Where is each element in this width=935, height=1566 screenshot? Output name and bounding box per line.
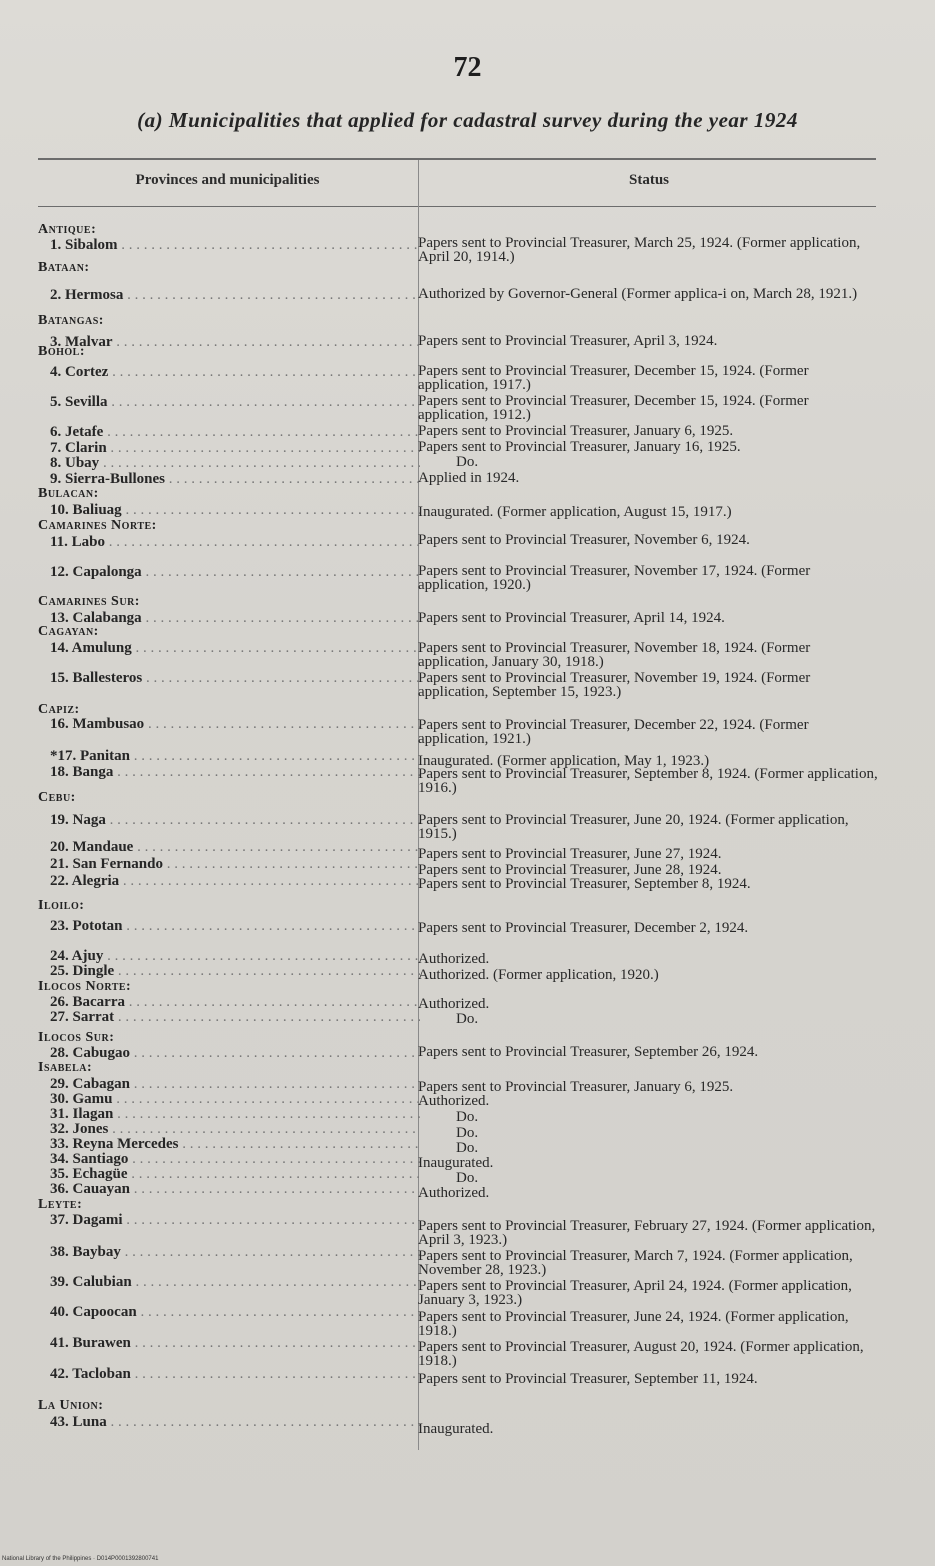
- status-text: Do.: [456, 454, 479, 470]
- municipality-name: 22. Alegria . . .: [50, 873, 420, 890]
- municipality-name: 34. Santiago . . .: [50, 1151, 420, 1168]
- province-name: Cebu:: [38, 790, 76, 805]
- status-text: Authorized.: [418, 951, 490, 967]
- municipality-name: 14. Amulung . . .: [50, 640, 420, 657]
- municipality-name: 27. Sarrat . . .: [50, 1009, 420, 1026]
- province-name: Iloilo:: [38, 898, 85, 913]
- municipality-name: 25. Dingle . . .: [50, 963, 420, 980]
- municipality-name: 43. Luna . . .: [50, 1414, 420, 1431]
- status-text: Papers sent to Provincial Treasurer, December 15, 1924. (Former application, 1912.): [418, 393, 809, 423]
- municipality-name: 42. Tacloban . . .: [50, 1366, 420, 1383]
- status-text: Authorized. (Former application, 1920.): [418, 967, 659, 983]
- status-text: Papers sent to Provincial Treasurer, September 8, 1924. (Former application, 1916.): [418, 766, 878, 796]
- table-top-rule: [38, 158, 876, 160]
- municipality-name: 30. Gamu . . .: [50, 1091, 420, 1108]
- province-name: Ilocos Sur:: [38, 1030, 115, 1045]
- municipality-name: 8. Ubay . . .: [50, 455, 420, 472]
- status-text: Authorized.: [418, 1185, 490, 1201]
- municipality-name: 18. Banga . . .: [50, 764, 420, 781]
- status-text: Papers sent to Provincial Treasurer, June 27, 1924.: [418, 846, 722, 862]
- status-text: Papers sent to Provincial Treasurer, September 26, 1924.: [418, 1044, 759, 1060]
- status-text: Do.: [456, 1140, 479, 1156]
- municipality-name: 23. Pototan . . .: [50, 918, 420, 935]
- province-name: Bulacan:: [38, 486, 99, 501]
- municipality-name: 40. Capoocan . . .: [50, 1304, 420, 1321]
- municipality-name: 10. Baliuag . . .: [50, 502, 420, 519]
- status-text: Papers sent to Provincial Treasurer, November 17, 1924. (Former application, 1920.): [418, 563, 811, 593]
- status-text: Papers sent to Provincial Treasurer, January 6, 1925.: [418, 1079, 734, 1095]
- status-text: Inaugurated.: [418, 1155, 494, 1171]
- municipality-name: 5. Sevilla . . .: [50, 394, 420, 411]
- status-text: Papers sent to Provincial Treasurer, February 27, 1924. (Former application, April 3, 1923.): [418, 1218, 876, 1248]
- status-text: Inaugurated.: [418, 1421, 494, 1437]
- page-title: (a) Municipalities that applied for cadastral survey during the year 1924: [137, 108, 798, 132]
- column-header-status: Status: [628, 172, 669, 188]
- status-text: Papers sent to Provincial Treasurer, December 2, 1924.: [418, 920, 749, 936]
- municipality-name: 37. Dagami . . .: [50, 1212, 420, 1229]
- status-text: Authorized by Governor-General (Former applica-i on, March 28, 1921.): [418, 286, 858, 302]
- header-bottom-rule: [38, 206, 876, 207]
- municipality-name: 26. Bacarra . . .: [50, 994, 420, 1011]
- archive-footer: National Library of the Philippines · D014P0001392800741: [2, 1556, 159, 1562]
- status-text: Papers sent to Provincial Treasurer, January 16, 1925.: [418, 439, 741, 455]
- municipality-name: 2. Hermosa . . .: [50, 287, 420, 304]
- municipality-name: 29. Cabagan . . .: [50, 1076, 420, 1093]
- municipality-name: 13. Calabanga . . .: [50, 610, 420, 627]
- municipality-name: 7. Clarin . . .: [50, 440, 420, 457]
- municipality-name: 38. Baybay . . .: [50, 1244, 420, 1261]
- status-text: Papers sent to Provincial Treasurer, November 18, 1924. (Former application, January 30, 1918.): [418, 640, 811, 670]
- status-text: Papers sent to Provincial Treasurer, June 28, 1924.: [418, 862, 722, 878]
- status-text: Papers sent to Provincial Treasurer, June 24, 1924. (Former application, 1918.): [418, 1309, 849, 1339]
- status-text: Applied in 1924.: [418, 470, 520, 486]
- status-text: Papers sent to Provincial Treasurer, December 22, 1924. (Former application, 1921.): [418, 717, 809, 747]
- municipality-name: 16. Mambusao . . .: [50, 716, 420, 733]
- province-name: Antique:: [38, 222, 97, 237]
- province-name: Batangas:: [38, 313, 104, 328]
- status-text: Papers sent to Provincial Treasurer, June 20, 1924. (Former application, 1915.): [418, 812, 849, 842]
- municipality-name: 11. Labo . . .: [50, 534, 420, 551]
- municipality-name: 3. Malvar . . .: [50, 334, 420, 351]
- municipality-name: 15. Ballesteros . . .: [50, 670, 420, 687]
- province-name: Camarines Norte:: [38, 518, 157, 533]
- municipality-name: 31. Ilagan . . .: [50, 1106, 420, 1123]
- status-text: Papers sent to Provincial Treasurer, September 8, 1924.: [418, 876, 751, 892]
- status-text: Papers sent to Provincial Treasurer, March 25, 1924. (Former application, April 20, 1914.): [418, 235, 861, 265]
- province-name: La Union:: [38, 1398, 104, 1413]
- status-text: Papers sent to Provincial Treasurer, January 6, 1925.: [418, 423, 734, 439]
- municipality-name: 32. Jones . . .: [50, 1121, 420, 1138]
- status-text: Do.: [456, 1109, 479, 1125]
- status-text: Papers sent to Provincial Treasurer, November 19, 1924. (Former application, September 15, 1923.): [418, 670, 811, 700]
- municipality-name: 36. Cauayan . . .: [50, 1181, 420, 1198]
- status-text: Do.: [456, 1011, 479, 1027]
- municipality-name: *17. Panitan . . .: [50, 748, 420, 765]
- province-name: Bataan:: [38, 260, 90, 275]
- province-name: Camarines Sur:: [38, 594, 140, 609]
- municipality-name: 35. Echagüe . . .: [50, 1166, 420, 1183]
- municipality-name: 39. Calubian . . .: [50, 1274, 420, 1291]
- province-name: Cagayan:: [38, 624, 99, 639]
- municipality-name: 21. San Fernando . . .: [50, 856, 420, 873]
- page-number: 72: [453, 52, 482, 83]
- status-text: Inaugurated. (Former application, August 15, 1917.): [418, 504, 732, 520]
- municipality-name: 41. Burawen . . .: [50, 1335, 420, 1352]
- status-text: Papers sent to Provincial Treasurer, November 6, 1924.: [418, 532, 750, 548]
- status-text: Do.: [456, 1125, 479, 1141]
- municipality-name: 28. Cabugao . . .: [50, 1045, 420, 1062]
- province-name: Capiz:: [38, 702, 80, 717]
- municipality-name: 19. Naga . . .: [50, 812, 420, 829]
- status-text: Authorized.: [418, 996, 490, 1012]
- status-text: Papers sent to Provincial Treasurer, September 11, 1924.: [418, 1371, 758, 1387]
- status-text: Do.: [456, 1170, 479, 1186]
- column-header-provinces: Provinces and municipalities: [135, 172, 320, 188]
- municipality-name: 24. Ajuy . . .: [50, 948, 420, 965]
- province-name: Ilocos Norte:: [38, 979, 132, 994]
- municipality-name: 6. Jetafe . . .: [50, 424, 420, 441]
- status-text: Papers sent to Provincial Treasurer, March 7, 1924. (Former application, November 28, 1923.): [418, 1248, 853, 1278]
- province-name: Leyte:: [38, 1197, 83, 1212]
- status-text: Papers sent to Provincial Treasurer, April 24, 1924. (Former application, January 3, 1923.): [418, 1278, 852, 1308]
- municipality-name: 20. Mandaue . . .: [50, 839, 420, 856]
- municipality-name: 33. Reyna Mercedes . . .: [50, 1136, 420, 1153]
- status-text: Authorized.: [418, 1093, 490, 1109]
- status-text: Inaugurated. (Former application, May 1, 1923.): [418, 753, 710, 769]
- status-text: Papers sent to Provincial Treasurer, April 3, 1924.: [418, 333, 718, 349]
- municipality-name: 12. Capalonga . . .: [50, 564, 420, 581]
- province-name: Isabela:: [38, 1060, 93, 1075]
- status-text: Papers sent to Provincial Treasurer, April 14, 1924.: [418, 610, 725, 626]
- status-text: Papers sent to Provincial Treasurer, December 15, 1924. (Former application, 1917.): [418, 363, 809, 393]
- municipality-name: 9. Sierra-Bullones . . .: [50, 471, 420, 488]
- status-text: Papers sent to Provincial Treasurer, August 20, 1924. (Former application, 1918.): [418, 1339, 864, 1369]
- municipality-name: 4. Cortez . . .: [50, 364, 420, 381]
- municipality-name: 1. Sibalom . . .: [50, 237, 420, 254]
- province-name: Bohol:: [38, 344, 86, 359]
